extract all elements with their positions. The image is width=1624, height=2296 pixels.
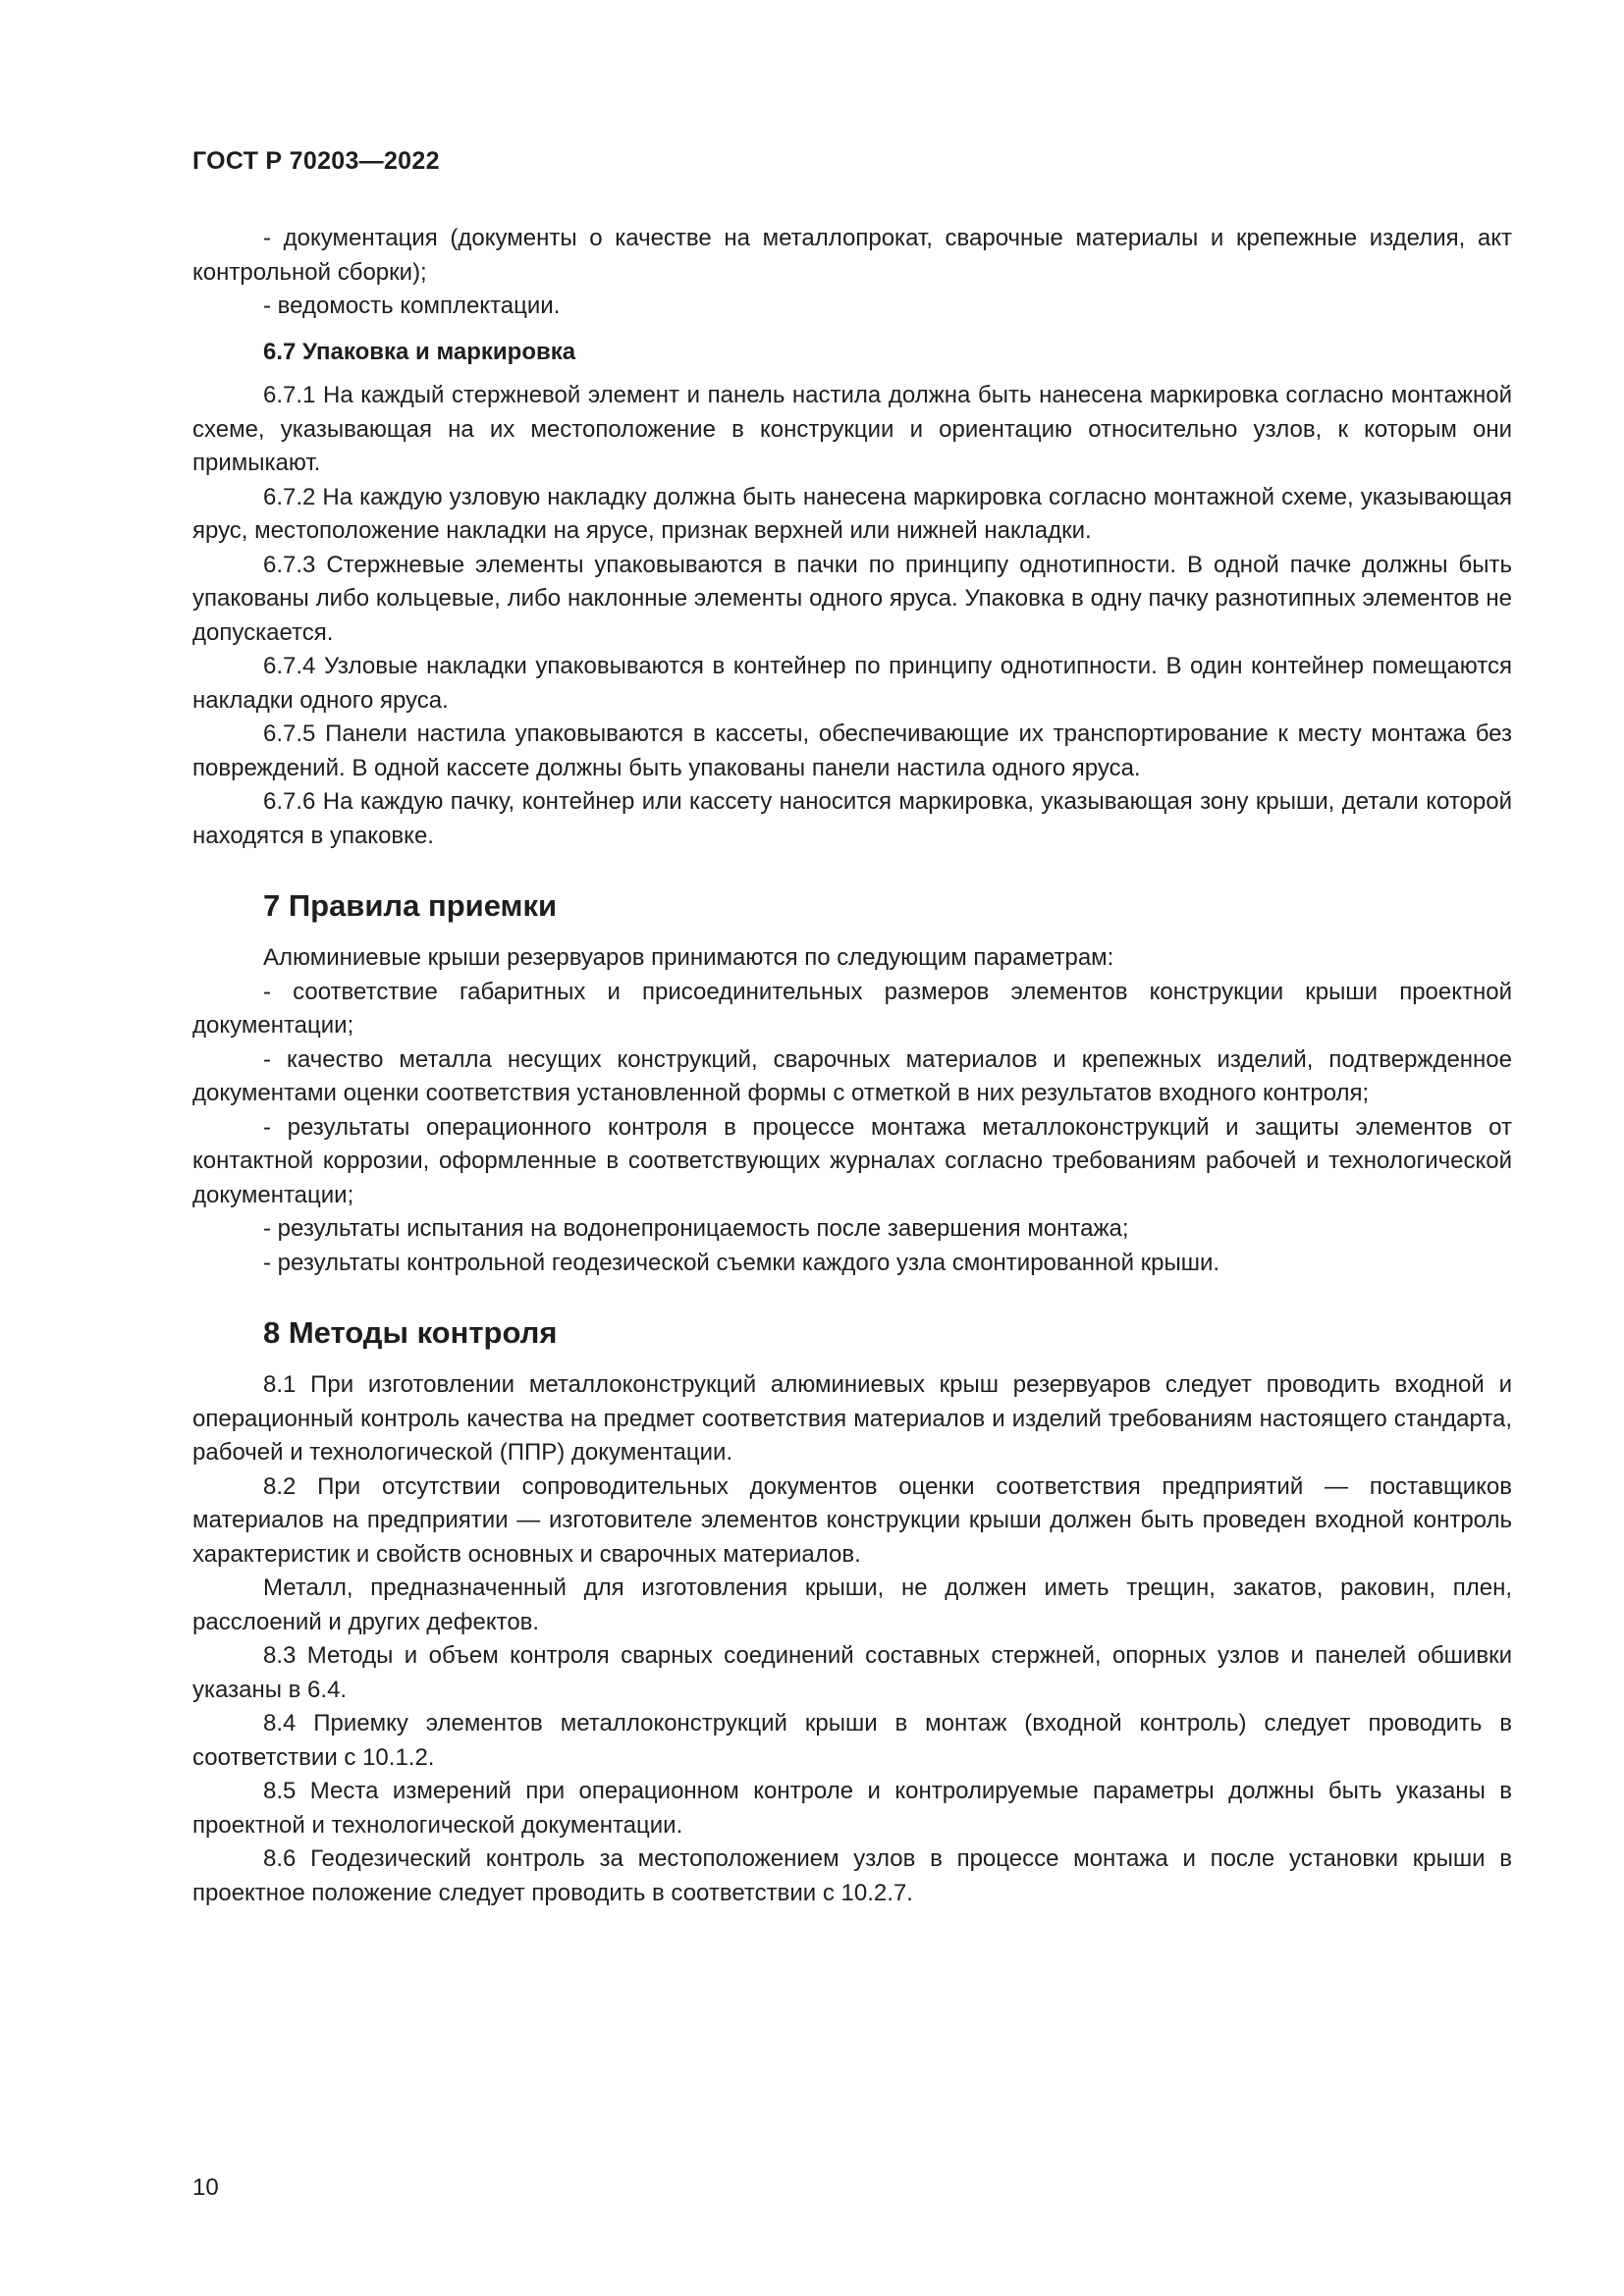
intro-item: - документация (документы о качестве на металлопрокат, сварочные материалы и крепежные изделия, акт контрольной сборки);	[192, 225, 1512, 286]
document-code-header: ГОСТ Р 70203—2022	[192, 147, 440, 175]
document-body	[192, 222, 1512, 1910]
subsection-heading-6-7: 6.7 Упаковка и маркировка	[263, 338, 576, 365]
paragraph-7-intro: Алюминиевые крыши резервуаров принимаются по следующим параметрам:	[263, 944, 1114, 971]
paragraph-6-7-5: 6.7.5 Панели настила упаковываются в кассеты, обеспечивающие их транспортирование к месту монтажа без повреждений. В одной кассете должны быть упакованы панели настила одного яруса.	[192, 721, 1512, 781]
list-item-7: - результаты контрольной геодезической съемки каждого узла смонтированной крыши.	[263, 1249, 1220, 1276]
paragraph-8-2-metal: Металл, предназначенный для изготовления крыши, не должен иметь трещин, закатов, раковин, плен, расслоений и других дефектов.	[192, 1575, 1512, 1635]
paragraph-8-6: 8.6 Геодезический контроль за местоположением узлов в процессе монтажа и после установки крыши в проектное положение следует проводить в соответствии с 10.2.7.	[192, 1845, 1512, 1906]
list-item-7: - качество металла несущих конструкций, сварочных материалов и крепежных изделий, подтвержденное документами оценки соответствия установленной формы с отметкой в них результатов входного контроля;	[192, 1045, 1512, 1106]
intro-item: - ведомость комплектации.	[263, 293, 561, 319]
paragraph-8-2: 8.2 При отсутствии сопроводительных документов оценки соответствия предприятий — поставщиков материалов на предприятии — изготовителе элементов конструкции крыши должен быть проведен входной контроль характеристик и свойств основных и сварочных материалов.	[192, 1472, 1512, 1568]
section-heading-7: 7 Правила приемки	[263, 888, 558, 923]
paragraph-6-7-3: 6.7.3 Стержневые элементы упаковываются в пачки по принципу однотипности. В одной пачке должны быть упакованы либо кольцевые, либо наклонные элементы одного яруса. Упаковка в одну пачку разнотипных элементов не допускается.	[192, 551, 1512, 646]
paragraph-6-7-6: 6.7.6 На каждую пачку, контейнер или кассету наносится маркировка, указывающая зону крыши, детали которой находятся в упаковке.	[192, 788, 1512, 849]
paragraph-6-7-1: 6.7.1 На каждый стержневой элемент и панель настила должна быть нанесена маркировка согласно монтажной схеме, указывающая на их местоположение в конструкции и ориентацию относительно узлов, к которым они примыкают.	[192, 382, 1512, 476]
paragraph-6-7-2: 6.7.2 На каждую узловую накладку должна быть нанесена маркировка согласно монтажной схеме, указывающая ярус, местоположение накладки на ярусе, признак верхней или нижней накладки.	[192, 483, 1512, 544]
paragraph-6-7-4: 6.7.4 Узловые накладки упаковываются в контейнер по принципу однотипности. В один контейнер помещаются накладки одного яруса.	[192, 653, 1512, 714]
paragraph-8-1: 8.1 При изготовлении металлоконструкций алюминиевых крыш резервуаров следует проводить входной и операционный контроль качества на предмет соответствия материалов и изделий требованиям настоящего стандарта, рабочей и технологической (ППР) документации.	[192, 1371, 1512, 1466]
paragraph-8-4: 8.4 Приемку элементов металлоконструкций крыши в монтаж (входной контроль) следует проводить в соответствии с 10.1.2.	[192, 1710, 1512, 1771]
list-item-7: - соответствие габаритных и присоединительных размеров элементов конструкции крыши проектной документации;	[192, 978, 1512, 1039]
paragraph-8-3: 8.3 Методы и объем контроля сварных соединений составных стержней, опорных узлов и панелей обшивки указаны в 6.4.	[192, 1642, 1512, 1703]
list-item-7: - результаты испытания на водонепроницаемость после завершения монтажа;	[263, 1215, 1129, 1242]
list-item-7: - результаты операционного контроля в процессе монтажа металлоконструкций и защиты элементов от контактной коррозии, оформленные в соответствующих журналах согласно требованиям рабочей и технологической документации;	[192, 1113, 1512, 1208]
section-heading-8: 8 Методы контроля	[263, 1315, 558, 1350]
page-number: 10	[192, 2174, 219, 2201]
paragraph-8-5: 8.5 Места измерений при операционном контроле и контролируемые параметры должны быть указаны в проектной и технологической документации.	[192, 1778, 1512, 1839]
